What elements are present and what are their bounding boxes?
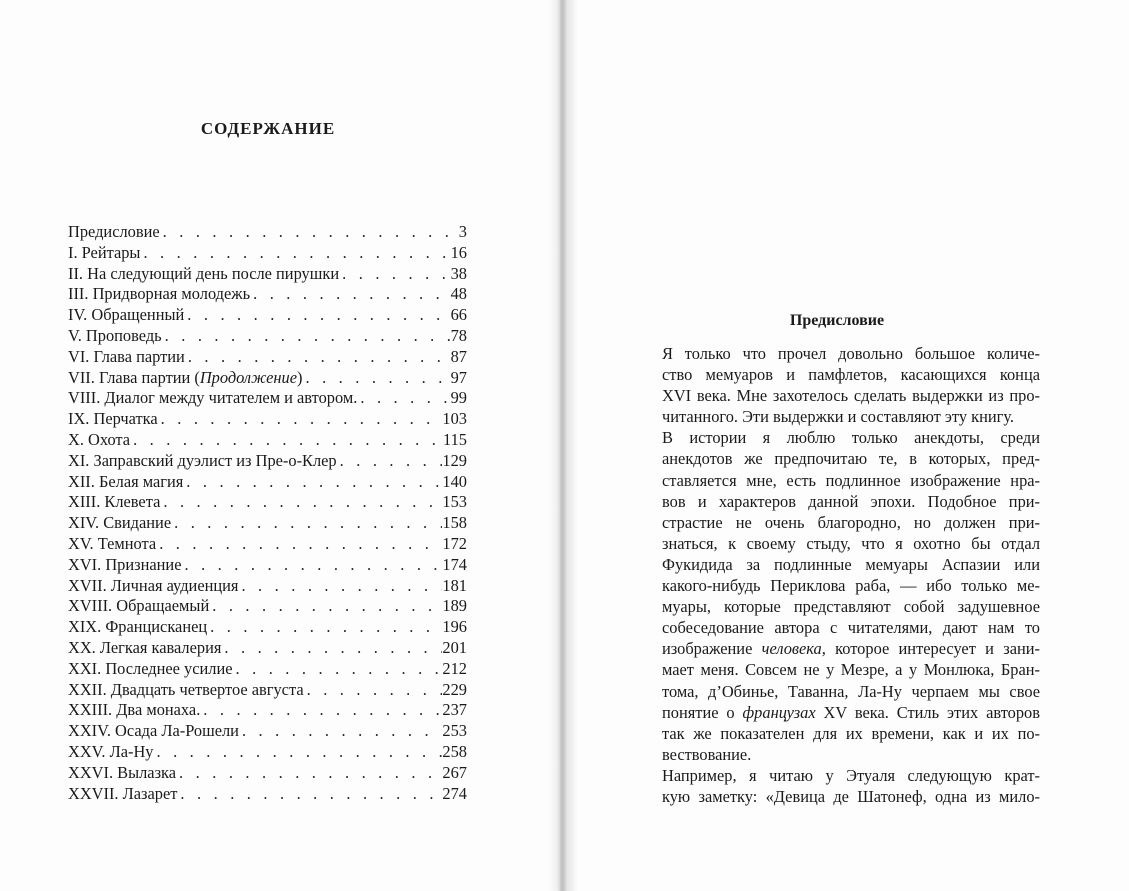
toc-entry-title: II. На следующий день после пирушки: [68, 263, 340, 283]
text-line: какого-нибудь Периклова раба, — ибо только ме-: [662, 576, 1040, 596]
toc-dot-leader: [302, 368, 450, 389]
toc-entry-title: Предисловие: [68, 222, 160, 241]
toc-dot-leader: [221, 638, 442, 659]
toc-page-number: 38: [450, 263, 467, 283]
toc-dot-leader: [238, 576, 442, 597]
toc-title-segment: VII. Глава партии (: [68, 367, 200, 387]
toc-entry: [68, 763, 467, 784]
toc-dot-leader: [183, 472, 442, 493]
toc-dot-leader: [153, 742, 442, 763]
text-line: анекдотов же предпочитаю те, в которых, пред-: [662, 449, 1040, 469]
toc-entry-title: XX. Легкая кавалерия: [68, 637, 222, 657]
toc-entry-title: XVI. Признание: [68, 554, 182, 574]
toc-entry: [68, 472, 467, 493]
text-line: читанного. Эти выдержки и составляют эту книгу.: [662, 407, 1015, 427]
toc-page-number: 97: [450, 367, 467, 387]
toc-title-segment: ): [297, 367, 303, 387]
toc-entry-title: XXII. Двадцать четвертое августа: [68, 679, 304, 699]
preface-heading: Предисловие: [789, 312, 885, 329]
text-line: мает меня. Совсем не у Мезре, а у Монлюка, Бран-: [662, 660, 1040, 680]
toc-entry: [68, 596, 467, 617]
toc-dot-leader: [209, 596, 442, 617]
toc-page-number: 48: [450, 284, 467, 304]
toc-page-number: 201: [442, 637, 467, 657]
toc-page-number: 153: [442, 492, 467, 512]
preface-body: [634, 343, 1040, 807]
text-line: XVI века. Мне захотелось сделать выдержки из про-: [662, 386, 1040, 406]
toc-entry-title: XV. Темнота: [68, 533, 157, 553]
text-line: Фукидида за подлинные мемуары Аспазии или: [662, 554, 1040, 574]
toc-entry-title: VI. Глава партии: [68, 346, 185, 366]
toc-entry: [68, 222, 467, 243]
toc-dot-leader: [176, 763, 442, 784]
toc-entry-title: XII. Белая магия: [68, 471, 184, 491]
toc-dot-leader: [207, 617, 442, 638]
preface-paragraph-2: [634, 427, 1040, 765]
toc-entry-title: VIII. Диалог между читателем и автором.: [68, 388, 358, 408]
toc-entry-title: III. Придворная молодежь: [68, 284, 251, 304]
toc-dot-leader: [181, 555, 442, 576]
toc-page-number: 258: [442, 741, 467, 761]
toc-page-number: 237: [442, 700, 467, 720]
text-segment: изображение: [662, 639, 762, 659]
toc-entry: [68, 451, 467, 472]
toc-entry: [68, 513, 467, 534]
toc-entry: [68, 368, 467, 389]
toc-page-number: 103: [442, 409, 467, 429]
text-line: [634, 702, 1040, 723]
toc-entry: [68, 680, 467, 701]
toc-page-number: 196: [442, 617, 467, 637]
toc-dot-leader: [357, 388, 450, 409]
toc-entry-title: XXI. Последнее усилие: [68, 658, 233, 678]
toc-entry-title: XVIII. Обращаемый: [68, 596, 210, 616]
table-of-contents: [68, 222, 467, 804]
toc-dot-leader: [339, 264, 450, 285]
toc-page-number: 87: [450, 346, 467, 366]
toc-entry-title: IV. Обращенный: [68, 305, 185, 325]
text-line: знаться, к своему стыду, что я охотно бы отдал: [662, 533, 1040, 553]
toc-page-number: 172: [442, 533, 467, 553]
toc-dot-leader: [158, 409, 443, 430]
toc-entry: [68, 284, 467, 305]
toc-page-number: 3: [458, 222, 467, 241]
text-line: Например, я читаю у Этуаля следующую крат-: [662, 765, 1040, 785]
toc-entry: [68, 555, 467, 576]
text-line: вествование.: [662, 744, 752, 764]
italic-text: человека,: [761, 639, 826, 659]
toc-entry: [68, 638, 467, 659]
toc-entry-title: XXIII. Два монаха.: [68, 700, 201, 720]
toc-entry: [68, 409, 467, 430]
toc-dot-leader: [140, 243, 450, 264]
toc-entry-title: XIX. Францисканец: [68, 617, 208, 637]
toc-page-number: 99: [450, 388, 467, 408]
preface-paragraph-1: [634, 343, 1040, 427]
toc-entry: [68, 742, 467, 763]
text-line: ство мемуаров и памфлетов, касающихся конца: [662, 365, 1040, 385]
toc-entry-title: V. Проповедь: [68, 325, 162, 345]
toc-entry: [68, 388, 467, 409]
toc-dot-leader: [337, 451, 443, 472]
toc-entry-title: XVII. Личная аудиенция: [68, 575, 239, 595]
toc-entry-title: XI. Заправский дуэлист из Пре-о-Клер: [68, 450, 337, 470]
text-line: вов и характеров данной эпохи. Подобное при-: [662, 491, 1040, 511]
text-line: Я только что прочел довольно большое количе-: [662, 344, 1040, 363]
toc-entry: [68, 700, 467, 721]
toc-entry: [68, 326, 467, 347]
right-page: [566, 0, 1129, 891]
toc-dot-leader: [185, 347, 451, 368]
toc-entry-title: XIII. Клевета: [68, 492, 161, 512]
toc-page-number: 140: [442, 471, 467, 491]
toc-page-number: 129: [442, 450, 467, 470]
toc-page-number: 158: [442, 513, 467, 533]
toc-entry-title: [68, 368, 302, 389]
toc-page-number: 267: [442, 762, 467, 782]
toc-entry-title: XXVII. Лазарет: [68, 783, 178, 803]
toc-page-number: 189: [442, 596, 467, 616]
italic-text: французах: [742, 702, 816, 722]
preface-paragraph-3: [634, 765, 1040, 807]
toc-dot-leader: [160, 222, 459, 243]
text-segment: XV века. Стиль этих авторов: [815, 702, 1040, 722]
toc-entry: [68, 784, 467, 805]
toc-entry: [68, 264, 467, 285]
text-segment: которое интересует и зани-: [825, 639, 1040, 659]
toc-dot-leader: [171, 513, 442, 534]
toc-page-number: 253: [442, 721, 467, 741]
toc-dot-leader: [162, 326, 451, 347]
toc-entry: [68, 534, 467, 555]
toc-page-number: 174: [442, 554, 467, 574]
toc-entry: [68, 305, 467, 326]
toc-entry-title: X. Охота: [68, 429, 131, 449]
toc-entry: [68, 347, 467, 368]
toc-dot-leader: [304, 680, 443, 701]
toc-entry: [68, 617, 467, 638]
toc-page-number: 229: [442, 679, 467, 699]
toc-page-number: 212: [442, 658, 467, 678]
toc-page-number: 115: [443, 429, 467, 449]
toc-entry: [68, 492, 467, 513]
text-line: тома, д’Обинье, Таванна, Ла-Ну черпаем мы свое: [662, 681, 1040, 701]
toc-dot-leader: [200, 700, 442, 721]
toc-title-italic: Продолжение: [199, 367, 297, 387]
toc-entry: [68, 721, 467, 742]
text-segment: понятие о: [662, 702, 743, 722]
toc-dot-leader: [130, 430, 443, 451]
toc-dot-leader: [250, 284, 451, 305]
text-line: собеседование автора с читателями, дают нам то: [662, 618, 1040, 638]
toc-entry-title: IX. Перчатка: [68, 409, 158, 429]
toc-entry-title: I. Рейтары: [68, 242, 141, 262]
text-line: кую заметку: «Девица де Шатонеф, одна из мило-: [662, 786, 1040, 806]
toc-dot-leader: [160, 492, 442, 513]
toc-dot-leader: [233, 659, 443, 680]
toc-heading: СОДЕРЖАНИЕ: [200, 119, 336, 138]
toc-dot-leader: [177, 784, 442, 805]
toc-dot-leader: [156, 534, 442, 555]
text-line: так же показателен для их времени, как и их по-: [662, 723, 1040, 743]
left-page: [0, 0, 560, 891]
text-line: муары, которые представляют собой задушевное: [662, 597, 1040, 617]
text-line: В истории я люблю только анекдоты, среди: [662, 428, 1040, 448]
toc-entry: [68, 430, 467, 451]
toc-dot-leader: [239, 721, 442, 742]
toc-dot-leader: [184, 305, 450, 326]
toc-page-number: 16: [450, 242, 467, 262]
toc-page-number: 274: [442, 783, 467, 803]
toc-entry-title: XIV. Свидание: [68, 513, 172, 533]
toc-page-number: 181: [442, 575, 467, 595]
toc-entry-title: XXIV. Осада Ла-Рошели: [68, 721, 239, 741]
text-line: ставляется мне, есть подлинное изображение нра-: [662, 470, 1040, 490]
toc-page-number: 66: [450, 305, 467, 325]
toc-entry-title: XXV. Ла-Ну: [68, 741, 154, 761]
text-line: страстие не очень благородно, но должен при-: [662, 512, 1040, 532]
toc-page-number: 78: [450, 325, 467, 345]
text-line: [634, 638, 1040, 659]
toc-entry-title: XXVI. Вылазка: [68, 762, 177, 782]
toc-entry: [68, 659, 467, 680]
toc-entry: [68, 243, 467, 264]
toc-entry: [68, 576, 467, 597]
